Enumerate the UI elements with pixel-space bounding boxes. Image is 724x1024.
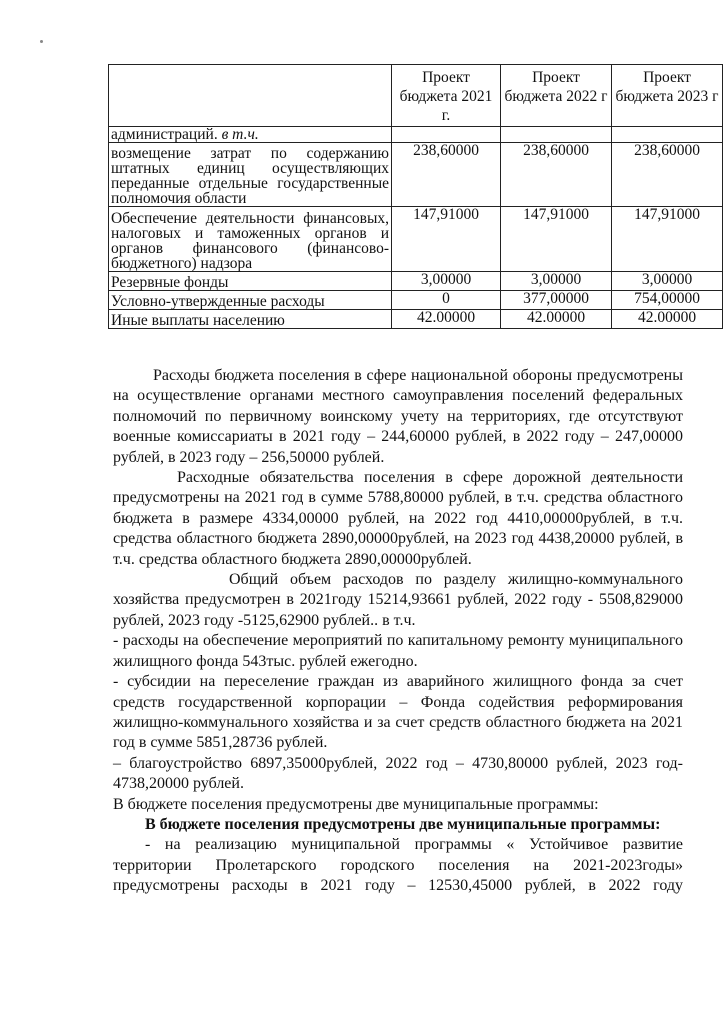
table-header-row [109, 65, 723, 127]
cell-2022: 238,60000 [501, 143, 612, 207]
cell-2022: 377,00000 [501, 291, 612, 310]
row-label: Условно-утвержденные расходы [109, 291, 392, 310]
header-cell-2023: Проект бюджета 2023 г [612, 65, 723, 127]
paragraph-programs-bold: В бюджете поселения предусмотрены две муниципальные программы: [145, 815, 661, 833]
table-row [109, 310, 723, 329]
table-row [109, 143, 723, 207]
cell-2022: 3,00000 [501, 272, 612, 291]
row-label-italic: в т.ч. [221, 126, 259, 143]
cell-2023: 754,00000 [612, 291, 723, 310]
cell-2021: 238,60000 [392, 143, 501, 207]
row-label: возмещение затрат по содержанию штатных единиц осуществляющих переданные отдельные государственные полномочия области [109, 143, 392, 207]
table-row [109, 127, 723, 143]
cell-2023: 147,91000 [612, 207, 723, 272]
scan-speck [40, 40, 43, 43]
table-row [109, 291, 723, 310]
paragraph-roads: Расходные обязательства поселения в сфере дорожной деятельности предусмотрены на 2021 год в сумме 5788,80000 рублей, в т.ч. средства областного бюджета в размере 4334,00000 рублей, на 2022 год 4410,00000рублей, в т.ч. средства областного бюджета 2890,00000рублей, на 2023 год 4438,20000 рублей, в т.ч. средства областного бюджета 2890,00000рублей. [113, 469, 683, 568]
cell-2022 [501, 127, 612, 143]
cell-2023 [612, 127, 723, 143]
cell-2022: 147,91000 [501, 207, 612, 272]
cell-2021: 3,00000 [392, 272, 501, 291]
header-cell-2022: Проект бюджета 2022 г [501, 65, 612, 127]
paragraph-programs: В бюджете поселения предусмотрены две муниципальные программы: [113, 795, 599, 813]
paragraph-defense: Расходы бюджета поселения в сфере национальной обороны предусмотрены на осуществление органами местного самоуправления поселений федеральных полномочий по первичному воинскому учету на территориях, где отсутствуют военные комиссариаты в 2021 году – 244,60000 рублей, в 2022 году – 247,00000 рублей, в 2023 году – 256,50000 рублей. [113, 367, 683, 466]
budget-table [108, 64, 723, 329]
row-label: Резервные фонды [109, 272, 392, 291]
row-label: Обеспечение деятельности финансовых, налоговых и таможенных органов и органов финансового (финансово-бюджетного) надзора [109, 207, 392, 272]
cell-2023: 3,00000 [612, 272, 723, 291]
row-label [109, 127, 392, 143]
paragraph-capital-repair: - расходы на обеспечение мероприятий по капитальному ремонту муниципального жилищного фонда 543тыс. рублей ежегодно. [113, 632, 683, 670]
row-label-text: администраций. [111, 126, 222, 143]
cell-2022: 42.00000 [501, 310, 612, 329]
cell-2021: 42.00000 [392, 310, 501, 329]
header-cell-2021: Проект бюджета 2021 г. [392, 65, 501, 127]
header-cell-empty [109, 65, 392, 127]
cell-2021: 147,91000 [392, 207, 501, 272]
cell-2021: 0 [392, 291, 501, 310]
paragraph-housing: Общий объем расходов по разделу жилищно-коммунального хозяйства предусмотрен в 2021году 15214,93661 рублей, 2022 году - 5508,829000 рублей, 2023 году -5125,62900 рублей.. в т.ч. [113, 571, 683, 629]
paragraph-landscaping: – благоустройство 6897,35000рублей, 2022 год – 4730,80000 рублей, 2023 год- 4738,20000 рублей. [113, 754, 683, 793]
table-row [109, 207, 723, 272]
table-row [109, 272, 723, 291]
paragraph-resettlement: - субсидии на переселение граждан из аварийного жилищного фонда за счет средств государственной корпорации – Фонда содействия реформирования жилищно-коммунального хозяйства и за счет средств областного бюджета на 2021 год в сумме 5851,28736 рублей. [113, 673, 683, 752]
cell-2021 [392, 127, 501, 143]
paragraph-sustainable-development: - на реализацию муниципальной программы « Устойчивое развитие территории Пролетарского городского поселения на 2021-2023годы» предусмотрены расходы в 2021 году – 12530,45000 рублей, в 2022 году [113, 836, 683, 895]
cell-2023: 42.00000 [612, 310, 723, 329]
row-label: Иные выплаты населению [109, 310, 392, 329]
body-text [113, 366, 683, 897]
cell-2023: 238,60000 [612, 143, 723, 207]
